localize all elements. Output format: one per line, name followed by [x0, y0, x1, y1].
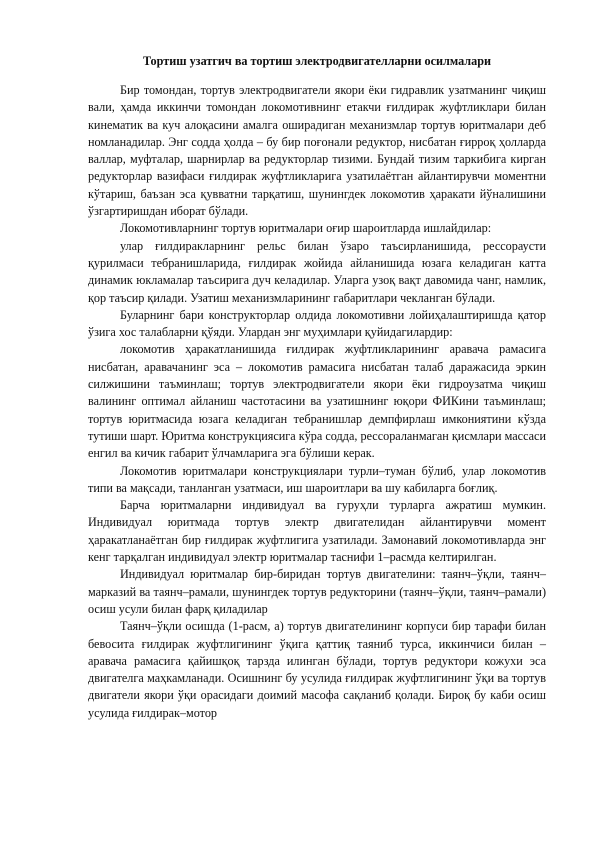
paragraph-9: Таянч–ўқли осишда (1-расм, а) тортув двигателининг корпуси бир тарафи билан бевосита ғилдирак жуфтлигининг ўқига қаттиқ таяниб турса, иккинчиси билан – аравача рамасига қайишқоқ тарзда илинган бўлади, тортув редуктори кожухи эса двигателга маҳкамланади. Осишнинг бу усулида ғилдирак жуфтлигининг ўқи ва тортув двигатели якори ўқи орасидаги доимий масофа сақланиб қолади. Бироқ бу каби осиш усулида ғилдирак–мотор [88, 619, 546, 720]
document-title: Тортиш узатгич ва тортиш электродвигателларни осилмалари [142, 54, 492, 68]
paragraph-6: Локомотив юритмалари конструкциялари турли–туман бўлиб, улар локомотив типи ва мақсади, танланган узатмаси, иш шароитлари ва шу кабиларга боғлиқ. [88, 463, 546, 495]
paragraph-8: Индивидуал юритмалар бир-биридан тортув двигателини: таянч–ўқли, таянч–марказий ва таянч–рамали, шунингдек тортув редукторини (таянч–ўқли, таянч–рамали) осиш усули билан фарқ қиладилар [88, 567, 546, 616]
paragraph-2: Локомотивларнинг тортув юритмалари оғир шароитларда ишлайдилар: [120, 221, 492, 236]
paragraph-4: Буларнинг бари конструкторлар олдида локомотивни лойиҳалаштиришда қатор ўзига хос талабларни қўяди. Улардан энг муҳимлари қуйидагилардир: [88, 307, 546, 340]
paragraph-5: локомотив ҳаракатланишида ғилдирак жуфтликларининг аравача рамасига нисбатан, аравачанинг эса – локомотив рамасига нисбатан талаб даражасида эркин силжишини таъминлаш; тортув электродвигатели якори ёки гидроузатма чиқиш валининг оптимал айланиш частотасини ва узатишнинг юқори ФИКини таъминлаш; тортув юритмасида юзага келадиган тебранишлар демпфирлаш имкониятини кўзда тутиши шарт. Юритма конструкциясига кўра содда, рессораланмаган қисмлари массаси енгил ва кичик габарит ўлчамларига эга бўлиши керак. [88, 342, 546, 461]
document-page [88, 52, 546, 722]
paragraph-1: Бир томондан, тортув электродвигатели якори ёки гидравлик узатманинг чиқиш вали, ҳамда иккинчи томондан локомотивнинг етакчи ғилдирак жуфтликлари билан кинематик ва куч алоқасини амалга оширадиган механизмлар тортув юритмалари деб номланадилар. Энг содда ҳолда – бу бир поғонали редуктор, нисбатан ғирроқ ҳолларда валлар, муфталар, шарнирлар ва редукторлар тизими. Бундай тизим таркибига кирган редукторлар вазифаси ғилдирак жуфтликларига узатилаётган айлантирувчи моментни кўтариш, баъзан эса қувватни тарқатиш, шунингдек локомотив ҳаракати йўналишини ўзгартиришдан иборат бўлади. [88, 83, 546, 219]
paragraph-3: улар ғилдиракларнинг рельс билан ўзаро таъсирланишида, рессораусти қурилмаси тебранишларида, ғилдирак жойида айланишида юзага келадиган катта динамик юкламалар таъсирига дуч келадилар. Уларга узоқ вақт давомида чанг, намлик, қор таъсир қилади. Узатиш механизмларининг габаритлари чекланган бўлади. [88, 238, 546, 305]
paragraph-7: Барча юритмаларни индивидуал ва гуруҳли турларга ажратиш мумкин. Индивидуал юритмада тортув электр двигателидан айлантирувчи момент ҳаракатланаётган бир ғилдирак жуфтлигига узатилади. Замонавий локомотивларда энг кенг тарқалган индивидуал электр юритмалар таснифи 1–расмда келтирилган. [88, 498, 546, 565]
